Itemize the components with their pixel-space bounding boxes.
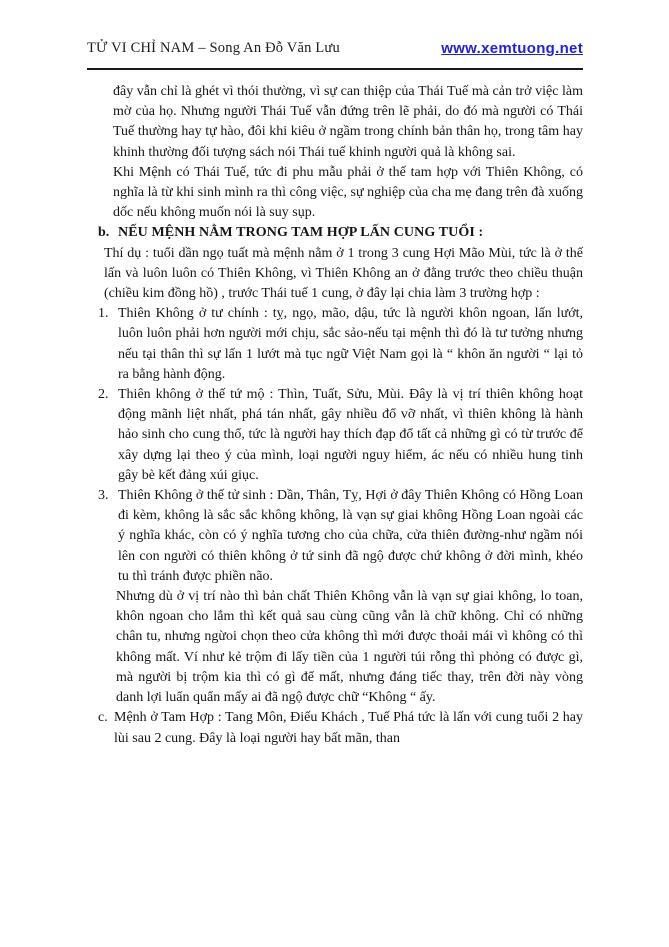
list-item-number: 2. xyxy=(98,387,109,403)
section-c-item xyxy=(98,708,583,748)
list-item-text: Thiên không ở thế tứ mộ : Thìn, Tuất, Sửu, Mùi. Đây là vị trí thiên không hoạt động mãnh liệt nhất, phá tán nhất, gây nhiều đổ vỡ nhất, vì thiên không là hành hảo sinh cho cung thổ, tức là người hay thích đạp đổ tất cả những gì có từ trước để xây dựng lại theo ý của mình, loại người nguy hiểm, ác nếu có nhiều hung tinh gây bè kết đảng xúi giục. xyxy=(118,387,583,483)
list-item-case-3 xyxy=(98,486,583,587)
section-b-intro-paragraph: Thí dụ : tuổi dần ngọ tuất mà mệnh nằm ở 1 trong 3 cung Hợi Mão Mùi, tức là ở thế lấn và luôn luôn có Thiên Không, vì Thiên Không an ở đằng trước theo chiều thuận (chiều kim đồng hồ) , trước Thái tuế 1 cung, ở đây lại chia làm 3 trường hợp : xyxy=(104,245,583,302)
document-title: TỬ VI CHỈ NAM – Song An Đỗ Văn Lưu xyxy=(87,40,340,56)
section-c-marker: c. xyxy=(98,710,108,726)
website-link[interactable]: www.xemtuong.net xyxy=(441,40,583,57)
section-b-heading xyxy=(98,223,583,243)
paragraph-thai-tue-2: Khi Mệnh có Thái Tuế, tức đi phu mẫu phải ở thế tam hợp với Thiên Không, có nghĩa là từ khi sinh mình ra thì công việc, sự nghiệp của cha mẹ đang trên đà xuống dốc nếu không muốn nói là suy sụp. xyxy=(113,164,583,221)
document-body xyxy=(87,70,583,749)
list-item-number: 3. xyxy=(98,488,109,504)
list-item-text: Thiên Không ở thế tử sinh : Dần, Thân, Tỵ, Hợi ở đây Thiên Không có Hồng Loan đi kèm, không là sắc sắc không không, là vạn sự giai không Hồng Loan ngoài các ý nghĩa khác, còn có ý nghĩa tương cho của chữa, cửa thiên đường-như ngầm nói lên con người có thiên không ở tứ sinh đã ngộ được chứ không ở đời mình, khéo tu thì tránh được phiền não. xyxy=(118,488,583,584)
page-header xyxy=(87,0,583,57)
paragraph-thai-tue-1: đây vẫn chỉ là ghét vì thói thường, vì sự can thiệp của Thái Tuế mà cản trở việc làm mờ của họ. Nhưng người Thái Tuế vẫn đứng trên lẽ phải, do đó mà người có Thái Tuế thường hay tự hào, đôi khi kiêu ở ngầm trong chính bản thân họ, trong tâm hay khinh thường đối tượng sách nói Thái tuế khinh người quả là không sai. xyxy=(113,84,583,160)
list-item-number: 1. xyxy=(98,306,109,322)
section-b-note-paragraph: Nhưng dù ở vị trí nào thì bản chất Thiên Không vẫn là vạn sự giai không, lo toan, khôn ngoan cho lắm thì kết quả sau cùng cũng vẫn là chữ không. Chỉ có những chân tu, nhưng ngừoi chọn theo cửa không thì mới được thoải mái vì không có thì không mất. Ví như kẻ trộm đi lấy tiền của 1 người túi rỗng thì phỏng có được gì, mà người bị trộm kia thì có gì để mất, nhưng đáng tiếc thay, trên đời này vòng danh lợi luẩn quẩn mấy ai đã ngộ được chữ “Không “ ấy. xyxy=(116,589,583,706)
section-b-title: NẾU MỆNH NẰM TRONG TAM HỢP LẤN CUNG TUỔI : xyxy=(118,225,484,241)
list-item-case-2 xyxy=(98,385,583,486)
section-c-text: Mệnh ở Tam Hợp : Tang Môn, Điếu Khách , Tuế Phá tức là lấn với cung tuổi 2 hay lùi sau 2 cung. Đây là loại người hay bất mãn, than xyxy=(114,710,583,746)
section-b-marker: b. xyxy=(98,225,110,241)
list-item-text: Thiên Không ở tư chính : tỵ, ngọ, mão, dậu, tức là người khôn ngoan, lấn lướt, luôn luôn phải hơn người mới chịu, sắc sảo-nếu tại mệnh thì đó là tư tưởng nhưng nếu tại thân thì sự lấn 1 lướt mà tục ngữ Việt Nam gọi là “ khôn ăn người “ lại tỏ ra bằng hành động. xyxy=(118,306,583,382)
list-item-case-1 xyxy=(98,304,583,385)
